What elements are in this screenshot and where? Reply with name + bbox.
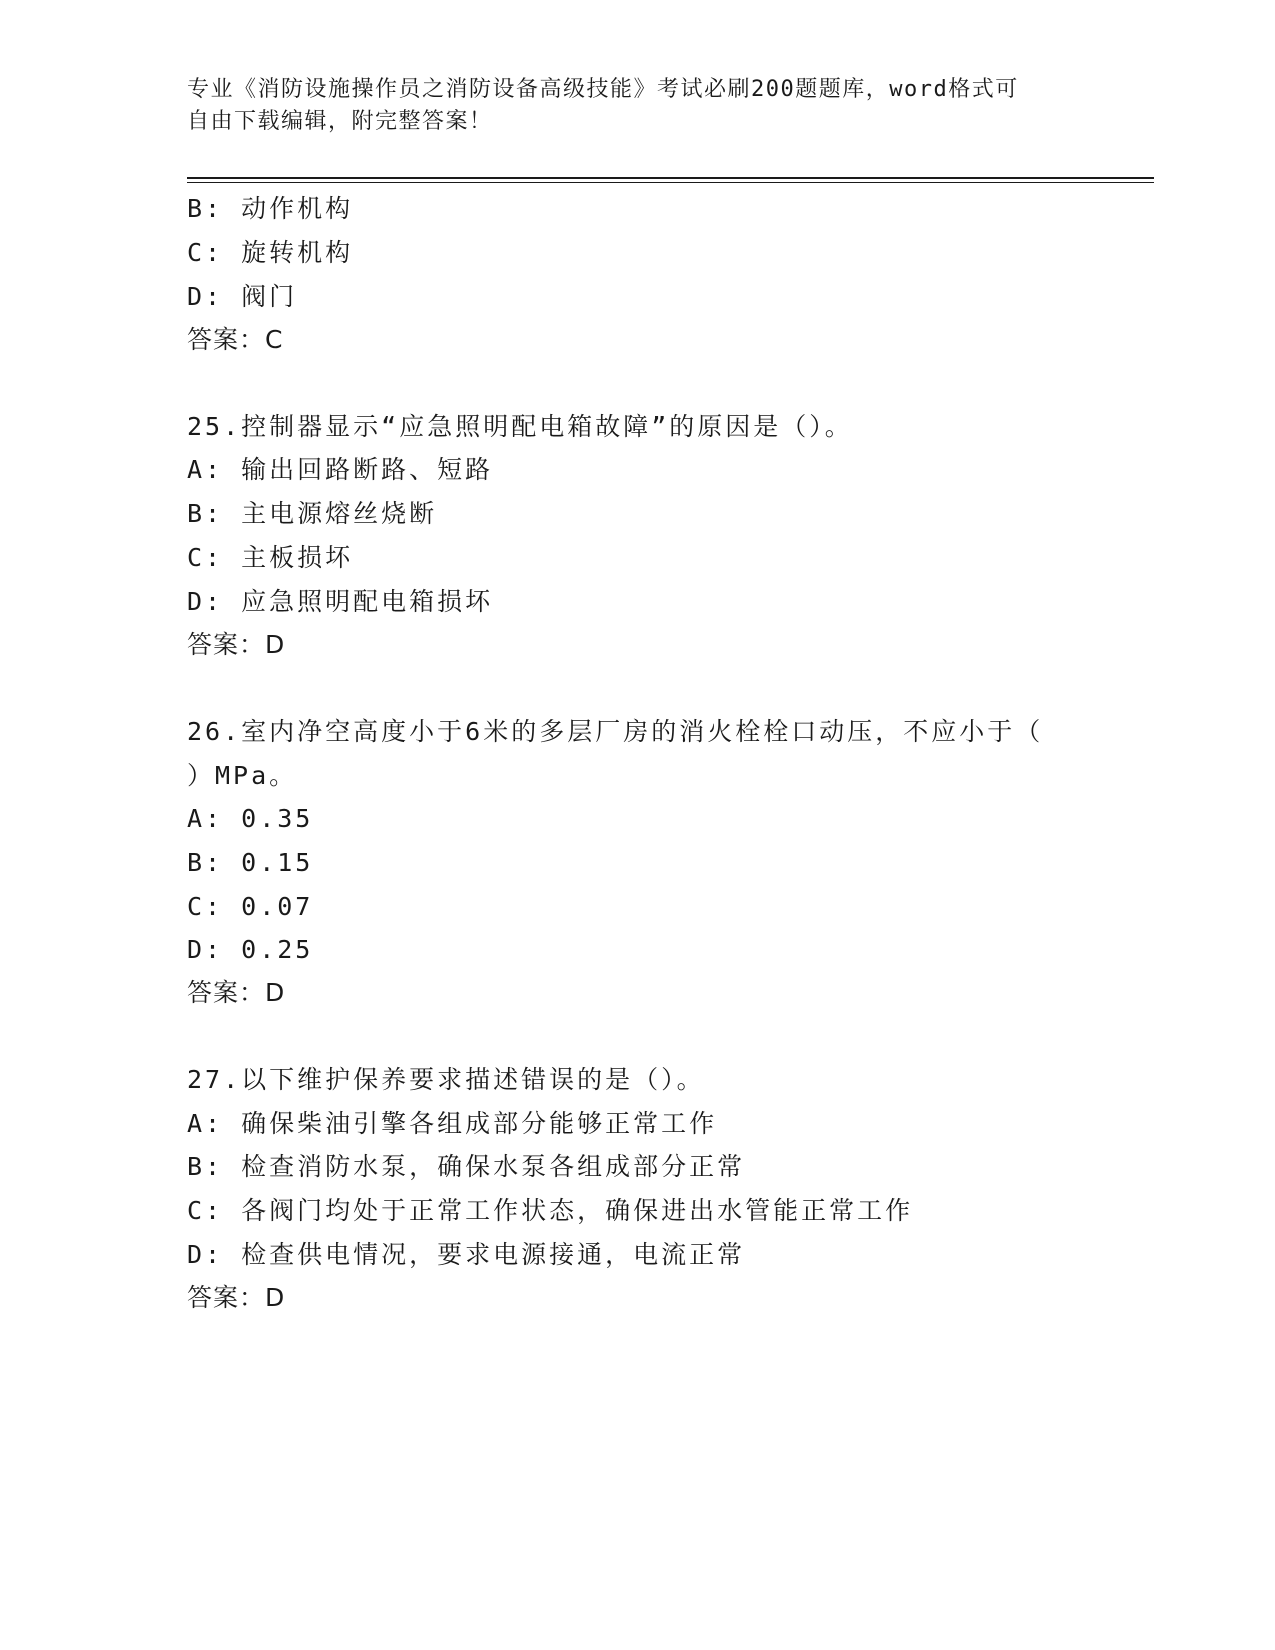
question-26-text-line-1: 26.室内净空高度小于6米的多层厂房的消火栓栓口动压，不应小于（: [187, 717, 1044, 746]
option-d: D: 阀门: [187, 282, 298, 311]
q26-option-a: A: 0.35: [187, 804, 314, 833]
option-b: B: 动作机构: [187, 194, 354, 223]
option-c: C: 旋转机构: [187, 238, 354, 267]
q25-option-d: D: 应急照明配电箱损坏: [187, 587, 494, 616]
question-27-text: 27.以下维护保养要求描述错误的是（）。: [187, 1065, 705, 1094]
q27-option-b: B: 检查消防水泵，确保水泵各组成部分正常: [187, 1152, 746, 1181]
q26-answer: 答案：D: [187, 978, 286, 1007]
q27-option-c: C: 各阀门均处于正常工作状态，确保进出水管能正常工作: [187, 1196, 914, 1225]
q27-option-d: D: 检查供电情况，要求电源接通，电流正常: [187, 1240, 746, 1269]
q26-option-b: B: 0.15: [187, 848, 314, 877]
header-line-2: 自由下载编辑，附完整答案！: [187, 109, 493, 134]
q27-option-a: A: 确保柴油引擎各组成部分能够正常工作: [187, 1109, 718, 1138]
answer-line: 答案：C: [187, 325, 284, 354]
header-line-1: 专业《消防设施操作员之消防设备高级技能》考试必刷200题题库，word格式可: [187, 77, 1019, 102]
q27-answer: 答案：D: [187, 1283, 286, 1312]
q25-option-a: A: 输出回路断路、短路: [187, 455, 494, 484]
q26-option-c: C: 0.07: [187, 892, 314, 921]
q25-answer: 答案：D: [187, 630, 286, 659]
question-26-text-line-2: ）MPa。: [187, 761, 298, 790]
q26-option-d: D: 0.25: [187, 935, 314, 964]
q25-option-b: B: 主电源熔丝烧断: [187, 499, 438, 528]
header-divider-thick: [187, 177, 1154, 179]
header-divider-thin: [187, 182, 1154, 183]
question-25-text: 25.控制器显示“应急照明配电箱故障”的原因是（）。: [187, 412, 853, 441]
q25-option-c: C: 主板损坏: [187, 543, 354, 572]
document-header: [187, 74, 1067, 138]
